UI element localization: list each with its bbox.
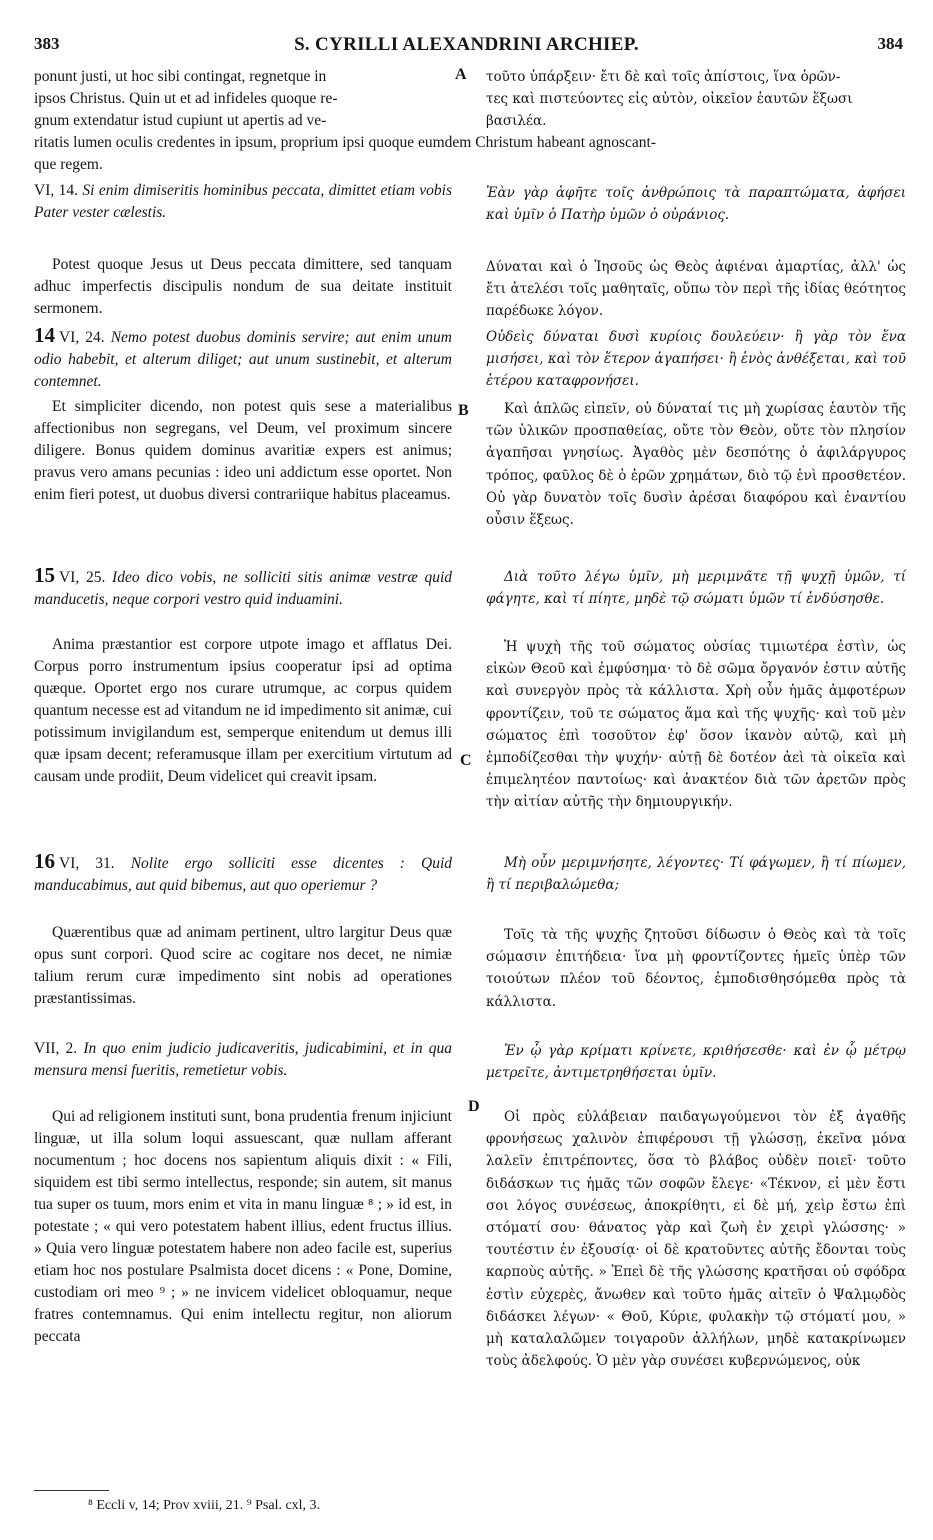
verse-text: Nolite ergo solliciti esse dicentes : Quid manducabimus, aut quid bibemus, aut quo operiemur ? [34, 855, 453, 894]
greek-line: τοῦτο ὑπάρξειν· ἔτι δὲ καὶ τοῖς ἀπίστοις, ἵνα ὁρῶν- [486, 69, 841, 85]
verse-vii-2 [34, 1038, 452, 1082]
page-number-left: 383 [34, 34, 60, 53]
margin-letter-b: B [458, 402, 469, 419]
verse-vi-31 [34, 850, 452, 897]
margin-letter-d: D [468, 1098, 480, 1115]
footnote: ⁸ Eccli v, 14; Prov xviii, 21. ⁹ Psal. cxl, 3. [88, 1498, 321, 1513]
full-line: que regem. [34, 156, 103, 173]
full-width-lines [34, 132, 906, 176]
greek-verse-vi-25: Διὰ τοῦτο λέγω ὑμῖν, μὴ μεριμνᾶτε τῇ ψυχῇ ὑμῶν, τί φάγητε, καὶ τί πίητε, μηδὲ τῷ σώματι ὑμῶν τί ἐνδύσησθε. [486, 569, 906, 608]
verse-ref: VII, 2. [34, 1040, 78, 1057]
greek-line: τες καὶ πιστεύοντες εἰς αὐτὸν, οἰκεῖον ἑαυτῶν ἕξωσι [486, 91, 853, 108]
greek-verse-vii-2: Ἐν ᾧ γὰρ κρίματι κρίνετε, κριθήσεσθε· καὶ ἐν ᾧ μέτρῳ μετρεῖτε, ἀντιμετρηθήσεται ὑμῖν. [486, 1043, 906, 1082]
running-header [0, 34, 933, 58]
verse-ref: VI, 31. [59, 855, 115, 872]
greek-comment-1: Δύναται καὶ ὁ Ἰησοῦς ὡς Θεὸς ἀφιέναι ἁμαρτίας, ἀλλ' ὡς ἔτι ἀτελέσι τοῖς μαθηταῖς, οὔπω τὸν περὶ τῆς ἰδίας θεότητος παρέδωκε λόγον. [486, 259, 906, 320]
verse-ref: VI, 14. [34, 182, 79, 199]
greek-comment-4: Τοῖς τὰ τῆς ψυχῆς ζητοῦσι δίδωσιν ὁ Θεὸς καὶ τὰ τοῖς σώμασιν ἐπιτήδεια· ἵνα μὴ φροντίζοντες ἡμεῖς ὑπὲρ τῶν τοιούτων πλέον τοῦ δέοντος, ἐμποδισθησόμεθα πρὸς τὰ κάλλιστα. [486, 927, 906, 1010]
greek-verse-vi-31: Μὴ οὖν μεριμνήσητε, λέγοντες· Τί φάγωμεν, ἢ τί πίωμεν, ἢ τί περιβαλώμεθα; [486, 855, 906, 894]
verse-vi-14 [34, 180, 452, 224]
latin-line: gnum extendatur istud cupiunt ut apertis ad ve- [34, 112, 327, 129]
verse-ref: VI, 24. [59, 329, 105, 346]
greek-line: βασιλέα. [486, 113, 547, 130]
margin-letter-a: A [455, 66, 467, 83]
greek-comment-2: Καὶ ἁπλῶς εἰπεῖν, οὐ δύναταί τις μὴ χωρίσας ἑαυτὸν τῆς τῶν ὑλικῶν προσπαθείας, οὔτε τὸν Θεὸν, οὔτε τὸν πλησίον ἀγαπῆσαι γνησίως. Ἀγαθὸς μὲν δεσπότης ὁ ἀφιλάργυρος τρόπος, φαῦλος δὲ ὁ ἐρῶν χρημάτων, διὸ τῷ ἑνὶ προσθετέον. Οὐ γὰρ δυνατὸν τοῖς δυσὶν ἀρέσαι διαφόρου καὶ ἐναντίου οὖσιν ἕξεως. [486, 401, 906, 529]
verse-text: In quo enim judicio judicaveritis, judicabimini, et in qua mensura mensi fueritis, remetietur vobis. [34, 1040, 452, 1079]
margin-letter-c: C [460, 752, 472, 769]
section-number: 15 [34, 563, 55, 587]
verse-text: Si enim dimiseritis hominibus peccata, dimittet etiam vobis Pater vester cælestis. [34, 182, 453, 221]
latin-comment-1: Potest quoque Jesus ut Deus peccata dimittere, sed tanquam adhuc imperfectis discipulis nondum de sua deitate instituit sermonem. [34, 256, 452, 317]
latin-intro [34, 66, 452, 132]
greek-verse-vi-24: Οὐδεὶς δύναται δυσὶ κυρίοις δουλεύειν· ἢ γὰρ τὸν ἕνα μισήσει, καὶ τὸν ἕτερον ἀγαπήσει· ἢ ἑνὸς ἀνθέξεται, καὶ τοῦ ἑτέρου καταφρονήσει. [486, 329, 906, 390]
verse-text: Ideo dico vobis, ne solliciti sitis animæ vestræ quid manducetis, neque corpori vestro quid induamini. [34, 569, 453, 608]
page-number-right: 384 [877, 34, 903, 53]
running-title: S. CYRILLI ALEXANDRINI ARCHIEP. [294, 34, 639, 55]
greek-intro [486, 66, 906, 133]
section-number: 16 [34, 849, 55, 873]
full-line: ritatis lumen oculis credentes in ipsum, proprium ipsi quoque eumdem Christum habeant agnoscant- [34, 134, 657, 151]
latin-comment-5: Qui ad religionem instituti sunt, bona prudentia frenum injiciunt linguæ, ut illa solum loqui assuescant, quæ nullam afferant nocumentum ; hoc docens nos sapientum aliquis dixit : « Fili, siquidem est tibi sermo intellectus, responde; sin autem, sit manus tua super os tuum, mors enim et vita in manu linguæ ⁸ ; » id est, in potestate ; « qui vero potestatem habent illius, edent fructus illius. » Quia vero linguæ potestatem habere non adeo facile est, superius etiam hoc nos postulare Psalmista docet dicens : « Pone, Domine, custodiam ori meo ⁹ ; » ne invicem videlicet obloquamur, neque fratres contemnamus. Qui enim intellectu regitur, non aliorum peccata [34, 1108, 452, 1345]
latin-comment-2: Et simpliciter dicendo, non potest quis sese a materialibus affectionibus non segregans, vel Deum, vel proximum sincere diligere. Bonus quidem dominus avaritiæ expers est animus; pravus vero amans pecunias : ideo uni addictum esse oportet. Non enim fieri potest, ut duobus diversi contrariique habitus placeamus. [34, 398, 452, 503]
greek-comment-3: Ἡ ψυχὴ τῆς τοῦ σώματος οὐσίας τιμιωτέρα ἐστὶν, ὡς εἰκὼν Θεοῦ καὶ ἐμφύσημα· τὸ δὲ σῶμα ὄργανόν ἐστιν αὐτῆς καὶ συνεργὸν πρὸς τὰ κάλλιστα. Χρὴ οὖν ἡμᾶς ἀμφοτέρων φροντίζειν, τοῦ τε σώματος ἅμα καὶ τῆς ψυχῆς· καὶ τοῦ μὲν σώματος ἐπὶ τοσοῦτον ἐφ' ὅσον ἱκανὸν αὐτῷ, καὶ μὴ ἐμποδίζεσθαι τὴν ψυχήν· αὐτῇ δὲ δοτέον ἀεὶ τὰ οἰκεῖα καὶ ἐπιμελητέον παντοίως· καὶ ἀνακτέον διὰ τῶν ἀρετῶν πρὸς τὴν αἰτίαν αὐτῆς τὴν δημιουργικήν. [486, 639, 906, 811]
verse-text: Nemo potest duobus dominis servire; aut enim unum odio habebit, et alterum diliget; aut unum sustinebit, et alterum contemnet. [34, 329, 452, 390]
verse-ref: VI, 25. [59, 569, 106, 586]
greek-verse-vi-14: Ἐὰν γὰρ ἀφῆτε τοῖς ἀνθρώποις τὰ παραπτώματα, ἀφήσει καὶ ὑμῖν ὁ Πατὴρ ὑμῶν ὁ οὐράνιος. [486, 185, 906, 224]
section-number: 14 [34, 323, 55, 347]
latin-comment-3: Anima præstantior est corpore utpote imago et afflatus Dei. Corpus porro instrumentum ipsius cooperatur ipsi ad optima quæque. Oportet ergo nos curare utrumque, ac corpus quidem quantum necesse est ad vitandum ne id impedimento sit animæ, cui potissimum invigilandum est, semperque enitendum ut demus illi quæ ipsam decent; referamusque illam per exercitium virtutum ad causam unde prodiit, Deum videlicet qui creavit ipsam. [34, 636, 452, 785]
latin-comment-4: Quærentibus quæ ad animam pertinent, ultro largitur Deus quæ opus sunt corpori. Quod scire ac cogitare nos decet, ne nimiæ talium rerum curæ impedimento sint nobis ad operationes præstantissimas. [34, 924, 452, 1007]
greek-comment-5: Οἱ πρὸς εὐλάβειαν παιδαγωγούμενοι τὸν ἐξ ἀγαθῆς φρονήσεως χαλινὸν ἐπιφέρουσι τῇ γλώσσῃ, ἐκεῖνα μόνα λαλεῖν ἐπιτρέποντες, ὅσα τὸ βλάβος οὐδὲν ποιεῖ· τοῦτο διδάσκων τις ἡμᾶς τῶν σοφῶν ἔλεγε· «Τέκνον, εἰ μὲν ἔστι σοι λόγος συνέσεως, ἀποκρίθητι, εἰ δὲ μή, χεὶρ ἔστω ἐπὶ στόματί σου· θάνατος γὰρ καὶ ζωὴ ἐν χειρὶ γλώσσης· » τουτέστιν ἐν ἐξουσίᾳ· οἱ δὲ κρατοῦντες αὐτῆς ἔδονται τοὺς καρποὺς αὐτῆς. » Ἐπεὶ δὲ τῆς γλώσσης κρατῆσαι οὐ σφόδρα ἐστὶν εὐχερὲς, ἄνωθεν καὶ τοῦτο ἡμᾶς αἰτεῖν ὁ Ψαλμῳδὸς διδάσκει λέγων· « Θοῦ, Κύριε, φυλακὴν τῷ στόματί μου, » μὴ καταλαλῶμεν τοιγαροῦν ἀλλήλων, μηδὲ κατακρίνωμεν τοὺς ἀδελφούς. Ὁ μὲν γὰρ συνέσει κυβερνώμενος, οὐκ [486, 1109, 906, 1370]
footnote-rule [34, 1490, 109, 1491]
latin-line: ponunt justi, ut hoc sibi contingat, regnetque in [34, 68, 327, 85]
latin-column [34, 180, 452, 224]
verse-vi-24 [34, 324, 452, 393]
latin-line: ipsos Christus. Quin ut et ad infideles quoque re- [34, 90, 338, 107]
verse-vi-25 [34, 564, 452, 611]
